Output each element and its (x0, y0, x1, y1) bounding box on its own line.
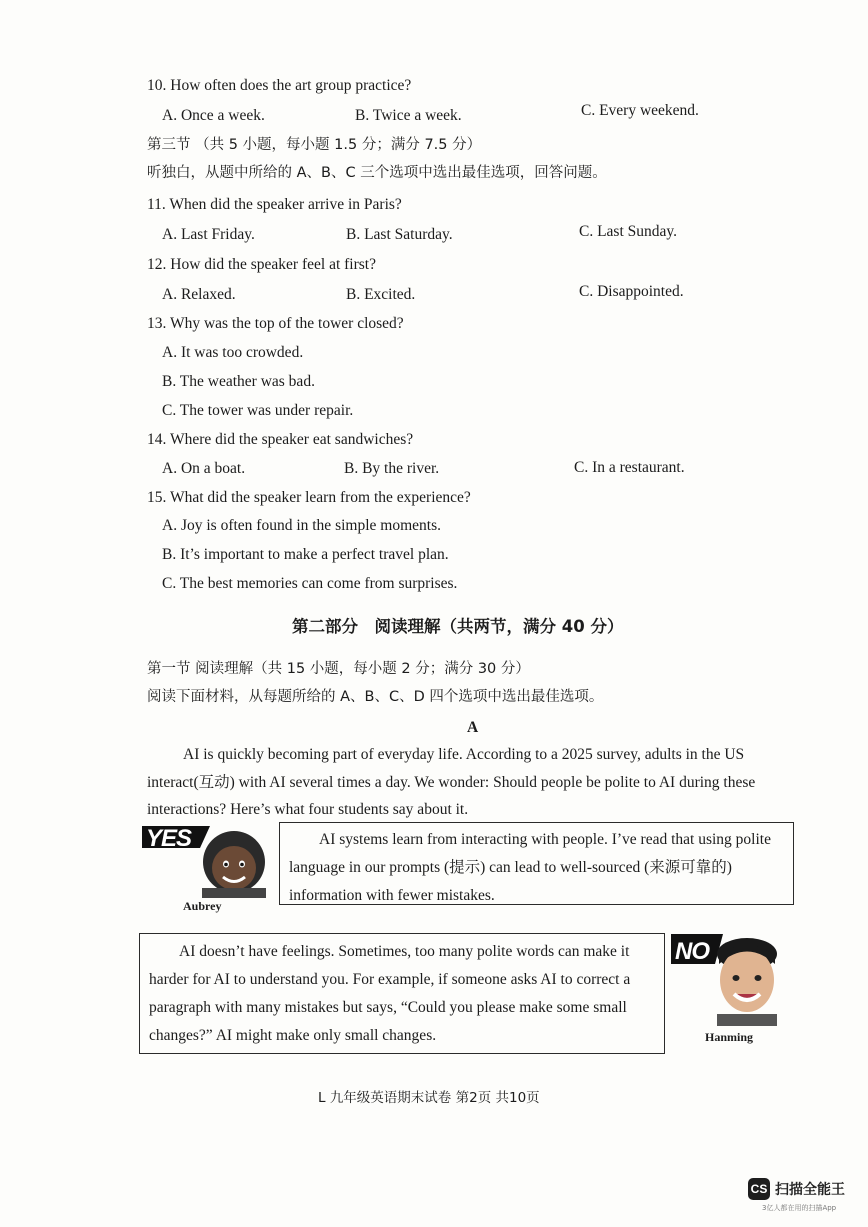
intro-line-1: AI is quickly becoming part of everyday life. According to a 2025 survey, adults in the US (183, 746, 745, 763)
section-3-instruction: 听独白，从题中所给的 A、B、C 三个选项中选出最佳选项，回答问题。 (147, 165, 607, 181)
question-11-stem: 11. When did the speaker arrive in Paris? (147, 196, 402, 213)
intro-line-3: interactions? Here’s what four students say about it. (147, 801, 469, 818)
hanming-quote-line-4: changes?” AI might make only small changes. (149, 1027, 437, 1044)
question-11-option-b: B. Last Saturday. (346, 226, 453, 243)
question-14-option-a: A. On a boat. (162, 460, 246, 477)
aubrey-quote-line-3: information with fewer mistakes. (289, 887, 495, 904)
aubrey-name: Aubrey (183, 899, 222, 913)
question-11-option-c: C. Last Sunday. (579, 223, 678, 240)
hanming-name: Hanming (705, 1030, 754, 1044)
question-13-option-c: C. The tower was under repair. (162, 402, 354, 419)
part-2-title: 第二部分 阅读理解（共两节，满分 40 分） (292, 617, 624, 636)
question-11-option-a: A. Last Friday. (162, 226, 255, 243)
hanming-no-badge: NO (675, 938, 709, 965)
aubrey-quote-box (279, 822, 794, 905)
question-15-option-a: A. Joy is often found in the simple moments. (162, 517, 441, 534)
question-15-option-b: B. It’s important to make a perfect travel plan. (162, 546, 449, 563)
question-10-option-c: C. Every weekend. (581, 102, 699, 119)
question-12-stem: 12. How did the speaker feel at first? (147, 256, 376, 273)
aubrey-quote-line-2: language in our prompts (提示) can lead to well-sourced (来源可靠的) (289, 859, 732, 876)
question-13-stem: 13. Why was the top of the tower closed? (147, 315, 404, 332)
hanming-quote-line-2: harder for AI to understand you. For example, if someone asks AI to correct a (149, 971, 631, 988)
intro-line-2: interact(互动) with AI several times a day. We wonder: Should people be polite to AI during these (147, 774, 756, 791)
passage-label: A (467, 719, 479, 736)
camscanner-tagline: 3亿人都在用的扫描App (762, 1204, 837, 1212)
question-14-option-b: B. By the river. (344, 460, 440, 477)
question-14-option-c: C. In a restaurant. (574, 459, 685, 476)
question-12-option-a: A. Relaxed. (162, 286, 236, 303)
section-3-title: 第三节 （共 5 小题，每小题 1.5 分；满分 7.5 分） (147, 137, 482, 153)
question-10-option-a: A. Once a week. (162, 107, 265, 124)
question-15-stem: 15. What did the speaker learn from the experience? (147, 489, 471, 506)
page-footer: L 九年级英语期末试卷 第2页 共10页 (318, 1090, 540, 1106)
question-15-option-c: C. The best memories can come from surprises. (162, 575, 458, 592)
question-12-option-c: C. Disappointed. (579, 283, 684, 300)
aubrey-quote-line-1: AI systems learn from interacting with people. I’ve read that using polite (319, 831, 771, 848)
hanming-quote-line-3: paragraph with many mistakes but says, “Could you please make some small (149, 999, 627, 1016)
hanming-quote-box (139, 933, 665, 1054)
part-2-section-1-title: 第一节 阅读理解（共 15 小题，每小题 2 分；满分 30 分） (147, 661, 530, 677)
question-12-option-b: B. Excited. (346, 286, 416, 303)
part-2-instruction: 阅读下面材料，从每题所给的 A、B、C、D 四个选项中选出最佳选项。 (147, 689, 604, 705)
question-10-option-b: B. Twice a week. (355, 107, 462, 124)
question-14-stem: 14. Where did the speaker eat sandwiches? (147, 431, 414, 448)
camscanner-name: 扫描全能王 (775, 1182, 845, 1198)
hanming-quote-line-1: AI doesn’t have feelings. Sometimes, too many polite words can make it (179, 943, 630, 960)
question-10-stem: 10. How often does the art group practice? (147, 77, 412, 94)
aubrey-yes-badge: YES (146, 825, 192, 852)
question-13-option-a: A. It was too crowded. (162, 344, 304, 361)
question-13-option-b: B. The weather was bad. (162, 373, 315, 390)
camscanner-logo-icon: CS (748, 1178, 770, 1200)
